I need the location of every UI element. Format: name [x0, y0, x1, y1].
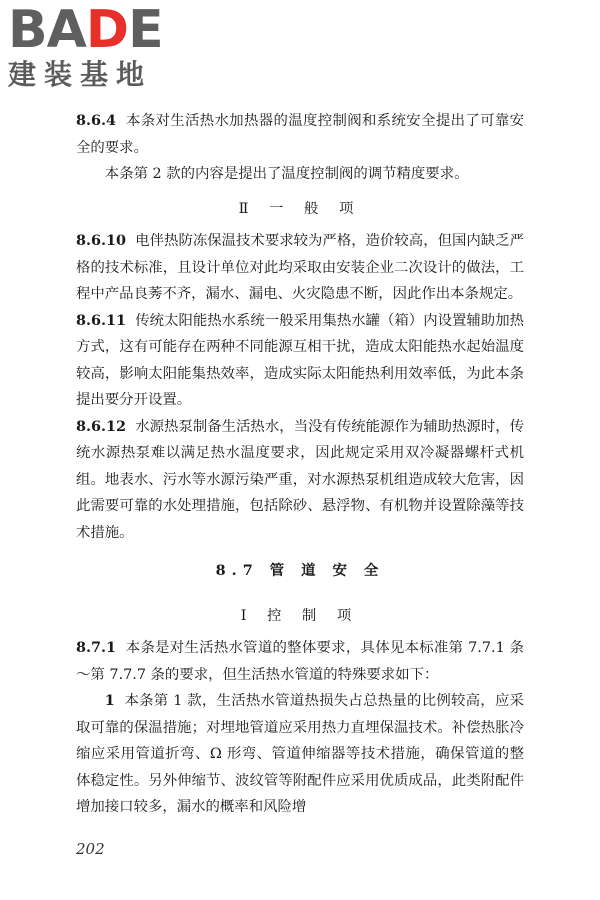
clause-8-6-11: 8.6.11 传统太阳能热水系统一般采用集热水罐（箱）内设置辅助加热方式，这有可能存在两种不同能源互相干扰，造成太阳能热水起始温度较高，影响太阳能集热效率，造成实际太阳能热利用效率低，为此本条提出要分开设置。	[76, 311, 524, 408]
logo-chinese-text: 建装基地	[8, 58, 153, 91]
clause-8-6-10: 8.6.10 电伴热防冻保温技术要求较为严格，造价较高，但国内缺乏严格的技术标准，且设计单位对此均采取由安装企业二次设计的做法，工程中产品良莠不齐，漏水、漏电、火灾隐患不断，因此作出本条规定。	[76, 232, 524, 302]
logo-wordmark: BADE	[8, 0, 163, 60]
section-title-pipe-safety: 8.7 管 道 安 全	[215, 562, 385, 579]
clause-8-7-1-item-1: 1 本条第 1 款，生活热水管道热损失占总热量的比例较高，应采取可靠的保温措施；对埋地管道应采用热力直埋保温技术。补偿热胀冷缩应采用管道折弯、Ω 形弯、管道伸缩器等技术措施，确保管道的整体稳定性。另外伸缩节、波纹管等附配件应采用优质成品，此类附配件增加接口较多，漏水的概率和风险增	[76, 692, 524, 815]
bade-logo	[8, 0, 178, 92]
document-body	[76, 108, 524, 821]
page-number: 202	[76, 840, 105, 858]
section-heading-general: Ⅱ 一 般 项	[238, 200, 362, 217]
clause-8-6-4: 8.6.4 本条对生活热水加热器的温度控制阀和系统安全提出了可靠安全的要求。	[76, 112, 524, 156]
section-heading-control: Ⅰ 控 制 项	[240, 607, 360, 624]
clause-8-6-12: 8.6.12 水源热泵制备生活热水，当没有传统能源作为辅助热源时，传统水源热泵难以满足热水温度要求，因此规定采用双冷凝器螺杆式机组。地表水、污水等水源污染严重，对水源热泵机组造成较大危害，因此需要可靠的水处理措施，包括除砂、悬浮物、有机物并设置除藻等技术措施。	[76, 417, 524, 541]
clause-8-6-4-note: 本条第 2 款的内容是提出了温度控制阀的调节精度要求。	[104, 166, 469, 182]
clause-8-7-1: 8.7.1 本条是对生活热水管道的整体要求，具体见本标准第 7.7.1 条～第 7.7.7 条的要求，但生活热水管道的特殊要求如下：	[76, 639, 524, 683]
